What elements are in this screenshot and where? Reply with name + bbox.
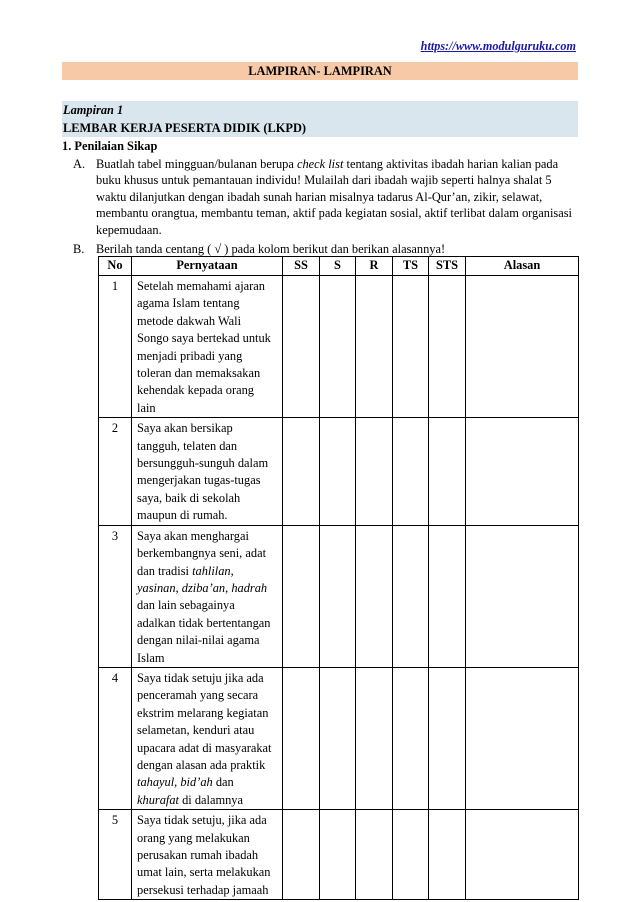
checkbox-cell-sts[interactable]: [429, 667, 466, 809]
statement-line: [137, 650, 280, 667]
statement-text: agama Islam tentang: [137, 296, 240, 311]
instruction-a-marker: A.: [73, 157, 86, 171]
header-ss: SS: [283, 257, 320, 276]
statement-line: [137, 472, 280, 489]
website-url-link[interactable]: https://www.modulguruku.com: [420, 39, 576, 53]
statement-line: [137, 400, 280, 417]
statement-text: kehendak kepada orang: [137, 383, 254, 398]
statement-line: [137, 864, 280, 881]
checkbox-cell-ts[interactable]: [393, 525, 429, 667]
lampiran-label: Lampiran 1: [62, 101, 578, 119]
statement-cell: [132, 276, 283, 418]
checkbox-cell-s[interactable]: [320, 810, 356, 900]
statement-text: lain: [137, 400, 156, 415]
statement-line: [137, 563, 280, 580]
statement-text: Saya akan bersikap: [137, 421, 233, 436]
table-row: [99, 276, 579, 418]
instruction-a-text-italic: check list: [296, 157, 344, 171]
checkbox-cell-ts[interactable]: [393, 276, 429, 418]
header-no: No: [99, 257, 132, 276]
statement-line: [137, 382, 280, 399]
attitude-assessment-table: [98, 256, 579, 900]
statement-line: [137, 812, 280, 829]
statement-line: [137, 438, 280, 455]
instruction-a: [73, 156, 573, 238]
statement-text: Songo saya bertekad untuk: [137, 331, 271, 346]
statement-text: Saya tidak setuju, jika ada: [137, 813, 267, 828]
checkbox-cell-s[interactable]: [320, 525, 356, 667]
statement-text: penceramah yang secara: [137, 688, 259, 703]
table-row: [99, 667, 579, 809]
statement-text: upacara adat di masyarakat: [137, 740, 272, 755]
checkbox-cell-ss[interactable]: [283, 276, 320, 418]
statement-line: [137, 507, 280, 524]
statement-text: orang yang melakukan: [137, 830, 250, 845]
statement-italic-term: hadrah: [231, 580, 268, 595]
statement-line: [137, 330, 280, 347]
statement-text: Setelah memahami ajaran: [137, 279, 265, 293]
checkbox-cell-ss[interactable]: [283, 418, 320, 525]
reason-cell[interactable]: [466, 418, 579, 525]
statement-line: [137, 295, 280, 312]
statement-italic-term: tahayul, bid’ah: [137, 775, 213, 790]
statement-line: [137, 830, 280, 847]
checkbox-cell-r[interactable]: [356, 276, 393, 418]
statement-text: bersungguh-sunguh dalam: [137, 456, 269, 471]
checkbox-cell-s[interactable]: [320, 276, 356, 418]
statement-text: ,: [230, 563, 234, 578]
header-r: R: [356, 257, 393, 276]
statement-cell: [132, 525, 283, 667]
row-number: 5: [99, 810, 132, 900]
reason-cell[interactable]: [466, 276, 579, 418]
checkbox-cell-r[interactable]: [356, 525, 393, 667]
checkbox-cell-r[interactable]: [356, 667, 393, 809]
reason-cell[interactable]: [466, 667, 579, 809]
checkbox-cell-ts[interactable]: [393, 810, 429, 900]
statement-line: [137, 278, 280, 295]
instruction-a-text-start: Buatlah tabel mingguan/bulanan berupa: [96, 157, 297, 171]
statement-line: [137, 545, 280, 562]
section-title: 1. Penilaian Sikap: [62, 139, 158, 153]
table-row: [99, 810, 579, 900]
statement-italic-term: dziba’an: [181, 580, 226, 595]
statement-text: di dalamnya: [179, 792, 243, 807]
statement-text: umat lain, serta melakukan: [137, 865, 271, 880]
checkbox-cell-s[interactable]: [320, 418, 356, 525]
statement-text: dan tradisi: [137, 563, 193, 578]
statement-text: saya, baik di sekolah: [137, 490, 241, 505]
statement-line: [137, 455, 280, 472]
checkbox-cell-ts[interactable]: [393, 418, 429, 525]
checkbox-cell-sts[interactable]: [429, 418, 466, 525]
statement-italic-term: tahlilan: [192, 563, 231, 578]
table-row: [99, 525, 579, 667]
statement-line: [137, 365, 280, 382]
statement-cell: [132, 810, 283, 900]
header-reason: Alasan: [466, 257, 579, 276]
statement-line: [137, 490, 280, 507]
lkpd-title: LEMBAR KERJA PESERTA DIDIK (LKPD): [62, 119, 578, 137]
statement-line: [137, 632, 280, 649]
table-header-row: [99, 257, 579, 276]
statement-text: dan lain sebagainya: [137, 598, 235, 613]
statement-italic-term: khurafat: [137, 792, 179, 807]
statement-text: selametan, kenduri atau: [137, 723, 255, 738]
statement-text: dengan alasan ada praktik: [137, 757, 266, 772]
statement-text: ekstrim melarang kegiatan: [137, 705, 269, 720]
statement-line: [137, 882, 280, 899]
statement-text: toleran dan memaksakan: [137, 366, 261, 381]
statement-text: ,: [175, 580, 182, 595]
statement-line: [137, 687, 280, 704]
checkbox-cell-ss[interactable]: [283, 810, 320, 900]
statement-line: [137, 757, 280, 774]
statement-text: maupun di rumah.: [137, 508, 228, 523]
checkbox-cell-ts[interactable]: [393, 667, 429, 809]
instruction-b: [73, 241, 573, 257]
checkbox-cell-ss[interactable]: [283, 667, 320, 809]
checkbox-cell-sts[interactable]: [429, 276, 466, 418]
statement-line: [137, 348, 280, 365]
statement-line: [137, 740, 280, 757]
row-number: 1: [99, 276, 132, 418]
statement-text: Islam: [137, 650, 165, 665]
statement-line: [137, 847, 280, 864]
header-sts: STS: [429, 257, 466, 276]
statement-text: persekusi terhadap jamaah: [137, 882, 269, 897]
instruction-a-text-end: tentang aktivitas ibadah harian kalian pada buku khusus untuk pemantauan individu! Mulailah dari ibadah wajib seperti halnya shalat 5 waktu dilanjutkan dengan ibadah sunah harian misalnya tadarus Al-Qur’an, zikir, selawat, membantu orangtua, membantu teman, aktif pada kegiatan sosial, aktif terlibat dalam organisasi kepemudaan.: [96, 157, 572, 237]
checkbox-cell-ss[interactable]: [283, 525, 320, 667]
lampiran-banner: LAMPIRAN- LAMPIRAN: [62, 62, 578, 80]
checkbox-cell-sts[interactable]: [429, 525, 466, 667]
statement-cell: [132, 667, 283, 809]
instruction-b-text: Berilah tanda centang ( √ ) pada kolom berikut dan berikan alasannya!: [96, 242, 446, 256]
statement-text: ,: [225, 580, 232, 595]
statement-text: dan: [212, 775, 234, 790]
statement-text: perusakan rumah ibadah: [137, 848, 259, 862]
statement-line: [137, 313, 280, 330]
statement-italic-term: yasinan: [137, 580, 176, 595]
statement-line: [137, 722, 280, 739]
instruction-b-marker: B.: [73, 242, 85, 256]
reason-cell[interactable]: [466, 810, 579, 900]
checkbox-cell-r[interactable]: [356, 810, 393, 900]
instruction-a-text: [96, 156, 573, 238]
statement-cell: [132, 418, 283, 525]
statement-line: [137, 774, 280, 791]
statement-line: [137, 420, 280, 437]
table-row: [99, 418, 579, 525]
statement-line: [137, 670, 280, 687]
header-s: S: [320, 257, 356, 276]
checkbox-cell-sts[interactable]: [429, 810, 466, 900]
statement-text: berkembangnya seni, adat: [137, 546, 267, 561]
row-number: 3: [99, 525, 132, 667]
statement-line: [137, 705, 280, 722]
statement-text: menjadi pribadi yang: [137, 348, 243, 363]
statement-line: [137, 580, 280, 597]
statement-text: Saya tidak setuju jika ada: [137, 670, 264, 685]
statement-text: adalkan tidak bertentangan: [137, 615, 271, 630]
table-body: [99, 276, 579, 900]
checkbox-cell-r[interactable]: [356, 418, 393, 525]
statement-line: [137, 615, 280, 632]
statement-line: [137, 792, 280, 809]
statement-text: tangguh, telaten dan: [137, 438, 238, 453]
row-number: 4: [99, 667, 132, 809]
statement-line: [137, 528, 280, 545]
header-statement: Pernyataan: [132, 257, 283, 276]
statement-text: Saya akan menghargai: [137, 528, 249, 543]
statement-line: [137, 597, 280, 614]
statement-text: metode dakwah Wali: [137, 313, 242, 328]
row-number: 2: [99, 418, 132, 525]
reason-cell[interactable]: [466, 525, 579, 667]
header-ts: TS: [393, 257, 429, 276]
checkbox-cell-s[interactable]: [320, 667, 356, 809]
statement-text: mengerjakan tugas-tugas: [137, 473, 261, 488]
statement-text: dengan nilai-nilai agama: [137, 633, 260, 648]
